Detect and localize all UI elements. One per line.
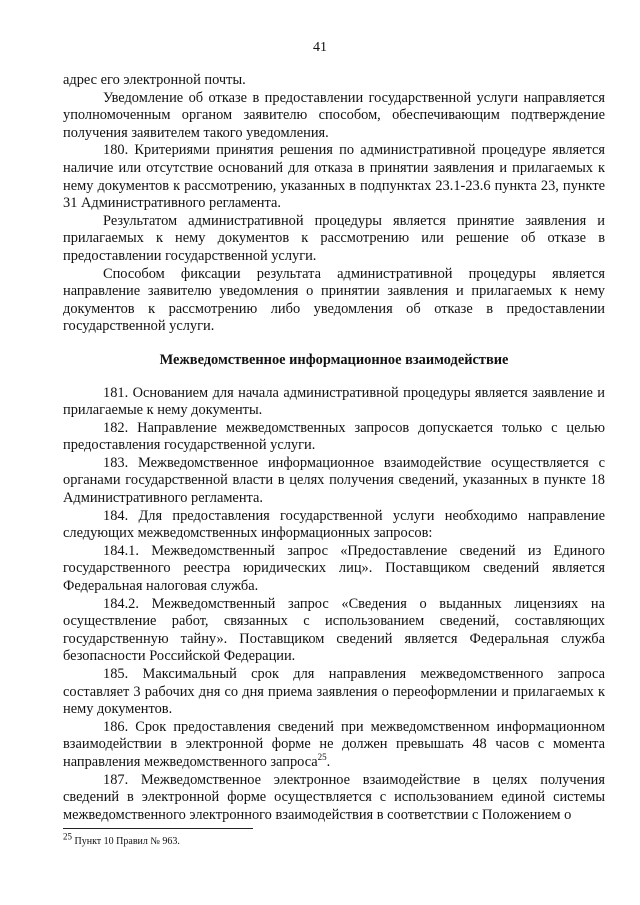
paragraph: 183. Межведомственное информационное взаимодействие осуществляется с органами государственной власти в целях получения сведений, указанных в пункте 18 Административного регламента.: [63, 454, 605, 507]
body-text: [63, 72, 605, 824]
paragraph: 184. Для предоставления государственной услуги необходимо направление следующих межведомственных информационных запросов:: [63, 507, 605, 542]
footnote-divider: [63, 828, 253, 829]
paragraph: Результатом административной процедуры является принятие заявления и прилагаемых к нему документов к рассмотрению или решение об отказе в предоставлении государственной услуги.: [63, 212, 605, 264]
paragraph: 187. Межведомственное электронное взаимодействие в целях получения сведений в электронной форме осуществляется с использованием единой системы межведомственного электронного взаимодействия в соответствии с Положением о: [63, 771, 605, 823]
footnote-text: Пункт 10 Правил № 963.: [72, 836, 180, 847]
paragraph-186-end: .: [326, 753, 331, 770]
footnote-marker: 25: [63, 831, 72, 842]
paragraph: адрес его электронной почты.: [63, 72, 246, 88]
page-number: 41: [313, 40, 327, 55]
paragraph: 182. Направление межведомственных запросов допускается только с целью предоставления государственной услуги.: [63, 419, 605, 454]
paragraph: 180. Критериями принятия решения по административной процедуре является наличие или отсутствие оснований для отказа в принятии заявления и прилагаемых к нему документов к рассмотрению, указанных в подпунктах 23.1-23.6 пункта 23, пункте 31 Административного регламента.: [63, 142, 605, 212]
paragraph: Уведомление об отказе в предоставлении государственной услуги направляется уполномоченным органом заявителю способом, обеспечивающим подтверждение получения заявителем такого уведомления.: [63, 89, 605, 141]
section-heading: Межведомственное информационное взаимодействие: [159, 351, 509, 368]
paragraph: 184.1. Межведомственный запрос «Предоставление сведений из Единого государственного реестра юридических лиц». Поставщиком сведений является Федеральная налоговая служба.: [63, 542, 605, 595]
footnote-reference[interactable]: 25: [317, 752, 327, 763]
paragraph: 181. Основанием для начала административной процедуры является заявление и прилагаемые к нему документы.: [63, 384, 605, 419]
paragraph: Способом фиксации результата административной процедуры является направление заявителю уведомления о принятии заявления и прилагаемых к нему документов к рассмотрению либо уведомления об отказе в предоставлении государственной услуги.: [63, 265, 605, 335]
paragraph-186-text: 186. Срок предоставления сведений при межведомственном информационном взаимодействии в электронной форме не должен превышать 48 часов с момента направления межведомственного запроса: [63, 718, 605, 770]
footnote: [63, 831, 180, 848]
paragraph: 184.2. Межведомственный запрос «Сведения о выданных лицензиях на осуществление работ, связанных с использованием сведений, составляющих государственную тайну». Поставщиком сведений является Федеральная служба безопасности Российской Федерации.: [63, 595, 605, 665]
paragraph: 185. Максимальный срок для направления межведомственного запроса составляет 3 рабочих дня со дня приема заявления о переоформлении и прилагаемых к нему документов.: [63, 666, 605, 718]
paragraph-186: [63, 719, 605, 772]
